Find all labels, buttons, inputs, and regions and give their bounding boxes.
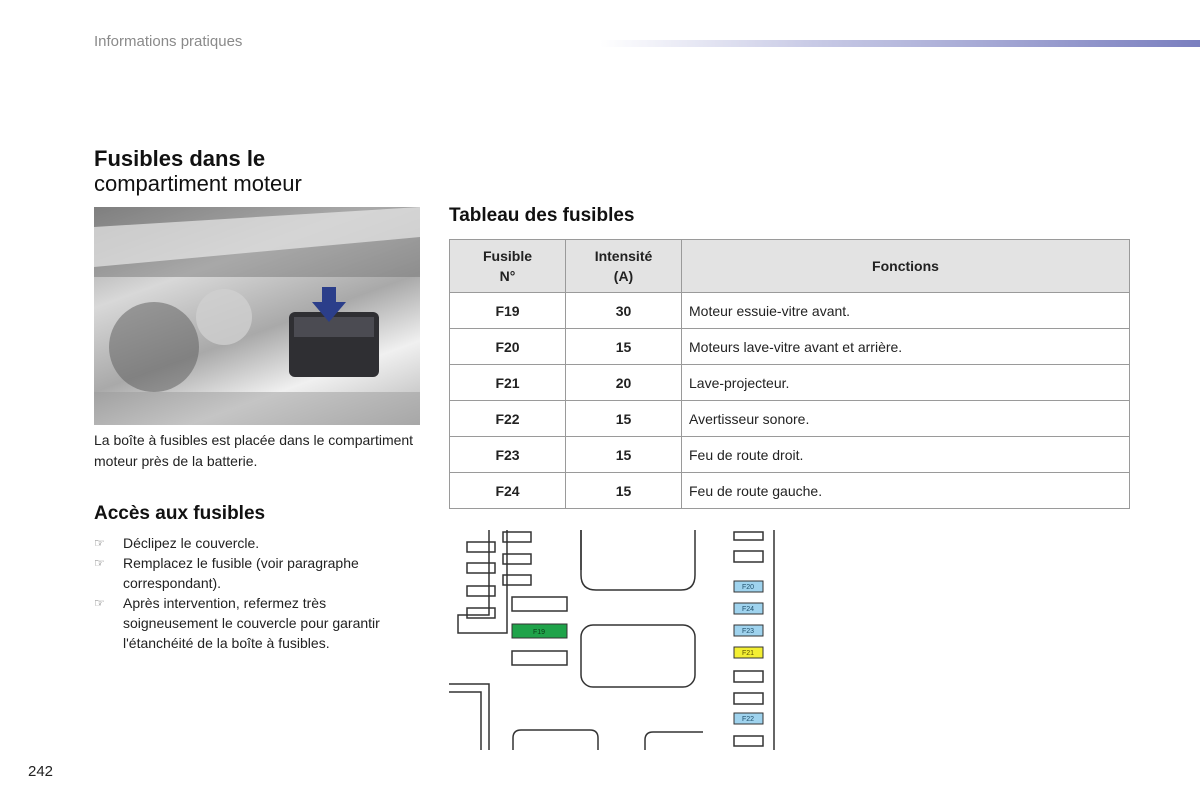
- fuse-function: Moteur essuie-vitre avant.: [682, 293, 1130, 329]
- svg-text:F22: F22: [741, 716, 755, 723]
- page-title-line2: compartiment moteur: [94, 171, 302, 196]
- fuse-f22: [734, 713, 763, 724]
- access-heading: Accès aux fusibles: [94, 503, 266, 524]
- table-row: [450, 365, 1130, 401]
- table-header-row: [450, 240, 1130, 293]
- fuse-number: F19: [450, 293, 566, 329]
- page-title: [94, 146, 302, 196]
- fuse-f24: [734, 603, 763, 614]
- svg-text:F19: F19: [532, 629, 546, 636]
- fuse-number: F22: [450, 401, 566, 437]
- pointing-hand-icon: ☞: [94, 536, 105, 550]
- table-row: [450, 437, 1130, 473]
- fuse-f20: [734, 581, 763, 592]
- fuse-f19: [512, 624, 567, 638]
- table-heading: Tableau des fusibles: [449, 205, 635, 226]
- photo-caption: La boîte à fusibles est placée dans le compartiment moteur près de la batterie.: [94, 432, 414, 469]
- fuse-function: Avertisseur sonore.: [682, 401, 1130, 437]
- list-item: ☞ Après intervention, refermez très soigneusement le couvercle pour garantir l'étanchéité de la boîte à fusibles.: [94, 595, 380, 651]
- pointing-hand-icon: ☞: [94, 596, 105, 610]
- svg-text:F21: F21: [741, 650, 755, 657]
- fuse-amperage: 15: [566, 473, 682, 509]
- fuse-number: F20: [450, 329, 566, 365]
- col-header-intensite: Intensité (A): [566, 240, 682, 293]
- col-header-fusible: Fusible N°: [450, 240, 566, 293]
- col-header-fonctions: Fonctions: [682, 240, 1130, 293]
- fuse-table: [449, 239, 1130, 509]
- fuse-number: F21: [450, 365, 566, 401]
- fuse-function: Moteurs lave-vitre avant et arrière.: [682, 329, 1130, 365]
- table-row: [450, 401, 1130, 437]
- page-title-line1: Fusibles dans le: [94, 146, 266, 171]
- fuse-f23: [734, 625, 763, 636]
- svg-text:F23: F23: [741, 628, 755, 635]
- engine-compartment-photo: [94, 207, 420, 425]
- fuse-function: Lave-projecteur.: [682, 365, 1130, 401]
- fuse-number: F24: [450, 473, 566, 509]
- fuse-number: F23: [450, 437, 566, 473]
- table-row: [450, 473, 1130, 509]
- pointing-hand-icon: ☞: [94, 556, 105, 570]
- fuse-function: Feu de route gauche.: [682, 473, 1130, 509]
- table-row: [450, 293, 1130, 329]
- list-item: ☞ Déclipez le couvercle.: [94, 535, 260, 551]
- fuse-amperage: 15: [566, 401, 682, 437]
- fuse-function: Feu de route droit.: [682, 437, 1130, 473]
- svg-text:F24: F24: [741, 606, 755, 613]
- fuse-amperage: 15: [566, 437, 682, 473]
- fuse-f21: [734, 647, 763, 658]
- fuse-amperage: 30: [566, 293, 682, 329]
- fuse-box-diagram: [449, 530, 779, 750]
- header-gradient-bar: [600, 40, 1200, 47]
- table-row: [450, 329, 1130, 365]
- list-item: ☞ Remplacez le fusible (voir paragraphe correspondant).: [94, 555, 359, 591]
- engine-illustration: [94, 207, 420, 425]
- access-steps-list: [94, 533, 424, 653]
- fuse-amperage: 15: [566, 329, 682, 365]
- svg-text:F20: F20: [741, 584, 755, 591]
- running-header: Informations pratiques: [94, 33, 243, 50]
- fuse-amperage: 20: [566, 365, 682, 401]
- page-number: 242: [28, 763, 54, 780]
